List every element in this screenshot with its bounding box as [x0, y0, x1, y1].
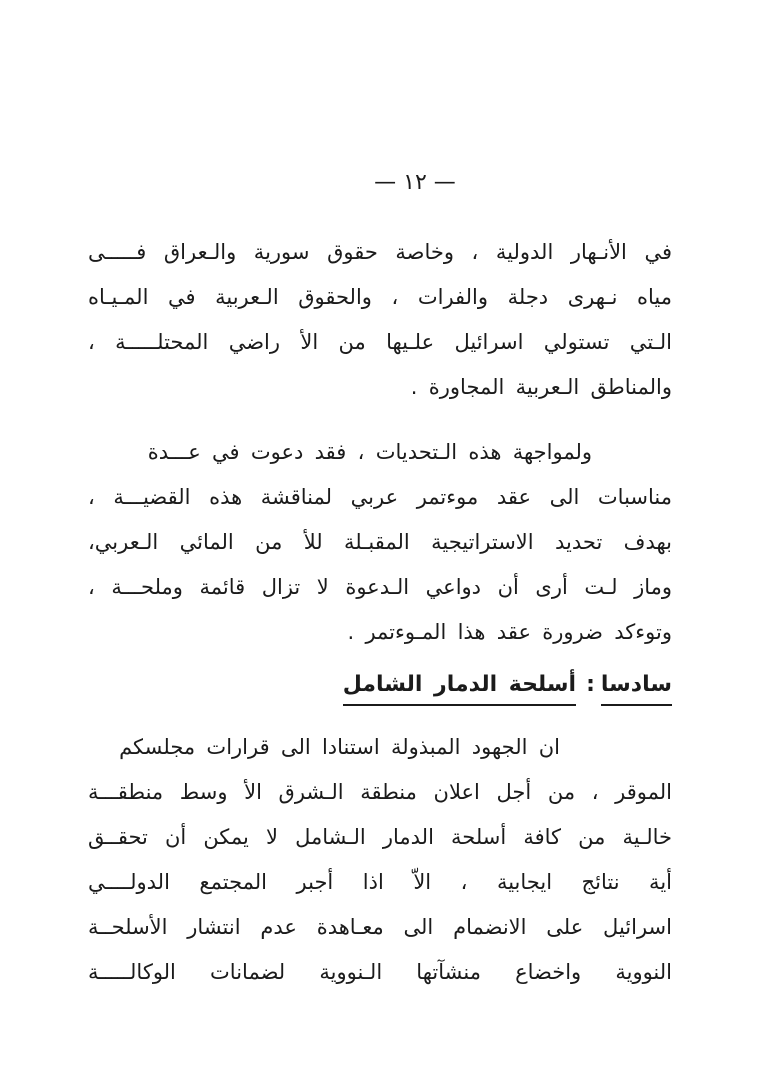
paragraph-water-rights: [88, 230, 672, 410]
text-line: ولمواجهة هذه الـتحديات ، فقد دعوت في عـــدة: [147, 440, 592, 464]
text-line: الموقر ، من أجل اعلان منطقة الـشرق الأ وسط منطقـــة: [88, 780, 672, 804]
text-line: أية نتائج ايجابية ، الاّ اذا أجبر المجتمع الدولــــي: [88, 870, 672, 894]
section-heading: [88, 662, 672, 714]
text-line: مناسبات الى عقد موءتمر عربي لمناقشة هذه القضيـــة ،: [88, 485, 672, 509]
paragraph-wmd-free-zone: [88, 725, 672, 995]
section-heading-label: سادسا: [601, 672, 672, 706]
text-line: خالـية من كافة أسلحة الدمار الـشامل لا يمكن أن تحقــق: [88, 825, 672, 849]
page-number: — ١٢ —: [374, 170, 456, 195]
text-line: الـتي تستولي اسرائيل علـيها من الأ راضي المحتلـــــة ،: [88, 330, 672, 354]
paragraph-conference-call: [88, 430, 672, 655]
section-heading-colon: :: [586, 672, 595, 697]
text-line: النووية واخضاع منشآتها الـنووية لضمانات الوكالـــــة: [88, 960, 672, 984]
text-line: اسرائيل على الانضمام الى معـاهدة عدم انتشار الأسلحــة: [88, 915, 672, 939]
text-line: في الأنـهار الدولية ، وخاصة حقوق سورية والـعراق فـــــى: [88, 240, 672, 264]
text-line: ان الجهود المبذولة استنادا الى قرارات مجلسكم: [119, 735, 560, 759]
section-heading-title: أسلحة الدمار الشامل: [343, 672, 576, 706]
text-line: وتوءكد ضرورة عقد هذا المـوءتمر .: [347, 620, 672, 644]
text-line: بهدف تحديد الاستراتيجية المقبـلة للأ من المائي الـعربي،: [88, 530, 672, 554]
text-line: مياه نـهرى دجلة والفرات ، والحقوق الـعربية في المـيـاه: [88, 285, 672, 309]
text-line: وماز لـت أرى أن دواعي الـدعوة لا تزال قائمة وملحـــة ،: [88, 575, 672, 599]
text-line: والمناطق الـعربية المجاورة .: [410, 375, 672, 399]
